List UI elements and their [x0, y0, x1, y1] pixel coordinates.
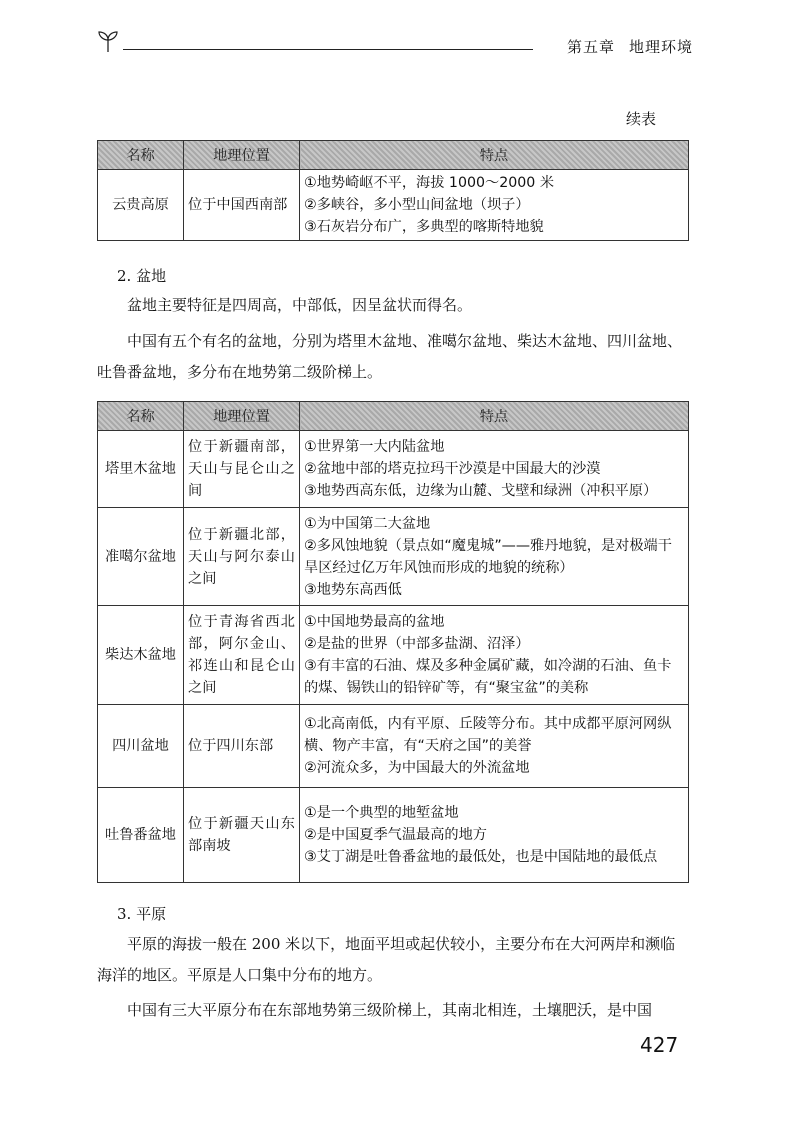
table-header-row: [98, 402, 689, 431]
feature-item: ③地势东高西低: [304, 581, 402, 598]
table-row: [98, 431, 689, 508]
table-row: [98, 606, 689, 705]
cell-features: [300, 508, 689, 606]
cell-features: [300, 431, 689, 508]
feature-item: ②盆地中部的塔克拉玛干沙漠是中国最大的沙漠: [304, 461, 601, 477]
sprout-icon: [95, 28, 121, 54]
cell-position: 位于新疆南部，天山与昆仑山之间: [184, 431, 300, 508]
column-header-position: 地理位置: [184, 141, 300, 170]
feature-item: ②河流众多，为中国最大的外流盆地: [304, 760, 530, 776]
cell-position: 位于新疆天山东部南坡: [184, 788, 300, 883]
chapter-label: 第五章: [566, 38, 615, 56]
cell-name: 塔里木盆地: [98, 431, 184, 508]
feature-item: ②多风蚀地貌（景点如“魔鬼城”——雅丹地貌，是对极端干旱区经过亿万年风蚀而形成的地貌的统称）: [304, 537, 672, 576]
column-header-position: 地理位置: [184, 402, 300, 431]
cell-position: 位于四川东部: [184, 705, 300, 788]
cell-name: 云贵高原: [98, 170, 184, 241]
plateau-table: [97, 140, 689, 241]
table-row: [98, 508, 689, 606]
paragraph: 盆地主要特征是四周高，中部低，因呈盆状而得名。: [127, 296, 473, 314]
feature-item: ③石灰岩分布广，多典型的喀斯特地貌: [304, 219, 544, 235]
cell-name: 吐鲁番盆地: [98, 788, 184, 883]
column-header-name: 名称: [98, 402, 184, 431]
cell-position: 位于中国西南部: [184, 170, 300, 241]
paragraph: 平原的海拔一般在 200 米以下，地面平坦或起伏较小，主要分布在大河两岸和濒临海洋的地区。平原是人口集中分布的地方。: [97, 935, 676, 984]
cell-name: 柴达木盆地: [98, 606, 184, 705]
cell-position: 位于青海省西北部，阿尔金山、祁连山和昆仑山之间: [184, 606, 300, 705]
feature-item: ②是盐的世界（中部多盐湖、沼泽）: [304, 636, 530, 652]
table-row: [98, 170, 689, 241]
section-heading-plain: 3. 平原: [117, 905, 167, 923]
cell-name: 准噶尔盆地: [98, 508, 184, 606]
feature-item: ③地势西高东低，边缘为山麓、戈壁和绿洲（冲积平原）: [304, 483, 658, 499]
cell-features: [300, 788, 689, 883]
feature-item: ①地势崎岖不平，海拔 1000～2000 米: [304, 175, 555, 191]
column-header-features: 特点: [300, 141, 689, 170]
feature-item: ②是中国夏季气温最高的地方: [304, 827, 487, 843]
feature-item: ③艾丁湖是吐鲁番盆地的最低处，也是中国陆地的最低点: [304, 849, 658, 865]
feature-item: ①世界第一大内陆盆地: [304, 439, 445, 455]
page-header: [95, 28, 693, 58]
table-row: [98, 788, 689, 883]
header-rule: [123, 49, 533, 50]
feature-item: ①是一个典型的地堑盆地: [304, 805, 459, 821]
feature-item: ①为中国第二大盆地: [304, 515, 431, 532]
cell-features: [300, 705, 689, 788]
cell-features: [300, 606, 689, 705]
page-number: 427: [640, 1033, 679, 1057]
continued-label: 续表: [626, 110, 657, 128]
cell-position: 位于新疆北部，天山与阿尔泰山之间: [184, 508, 300, 606]
feature-item: ①北高南低，内有平原、丘陵等分布。其中成都平原河网纵横、物产丰富，有“天府之国”的美誉: [304, 716, 672, 754]
paragraph: 中国有三大平原分布在东部地势第三级阶梯上，其南北相连，土壤肥沃，是中国: [127, 1001, 653, 1019]
running-head: [553, 36, 693, 57]
cell-features: [300, 170, 689, 241]
chapter-title: 地理环境: [628, 38, 693, 56]
paragraph: 中国有五个有名的盆地，分别为塔里木盆地、准噶尔盆地、柴达木盆地、四川盆地、吐鲁番盆地，多分布在地势第二级阶梯上。: [97, 332, 683, 381]
feature-item: ①中国地势最高的盆地: [304, 614, 445, 630]
column-header-features: 特点: [300, 402, 689, 431]
feature-item: ③有丰富的石油、煤及多种金属矿藏，如冷湖的石油、鱼卡的煤、锡铁山的铅锌矿等，有“聚宝盆”的美称: [304, 658, 672, 696]
section-heading-basin: 2. 盆地: [117, 267, 167, 285]
cell-name: 四川盆地: [98, 705, 184, 788]
table-row: [98, 705, 689, 788]
column-header-name: 名称: [98, 141, 184, 170]
feature-item: ②多峡谷，多小型山间盆地（坝子）: [304, 197, 530, 213]
basin-table: [97, 401, 689, 883]
table-header-row: [98, 141, 689, 170]
